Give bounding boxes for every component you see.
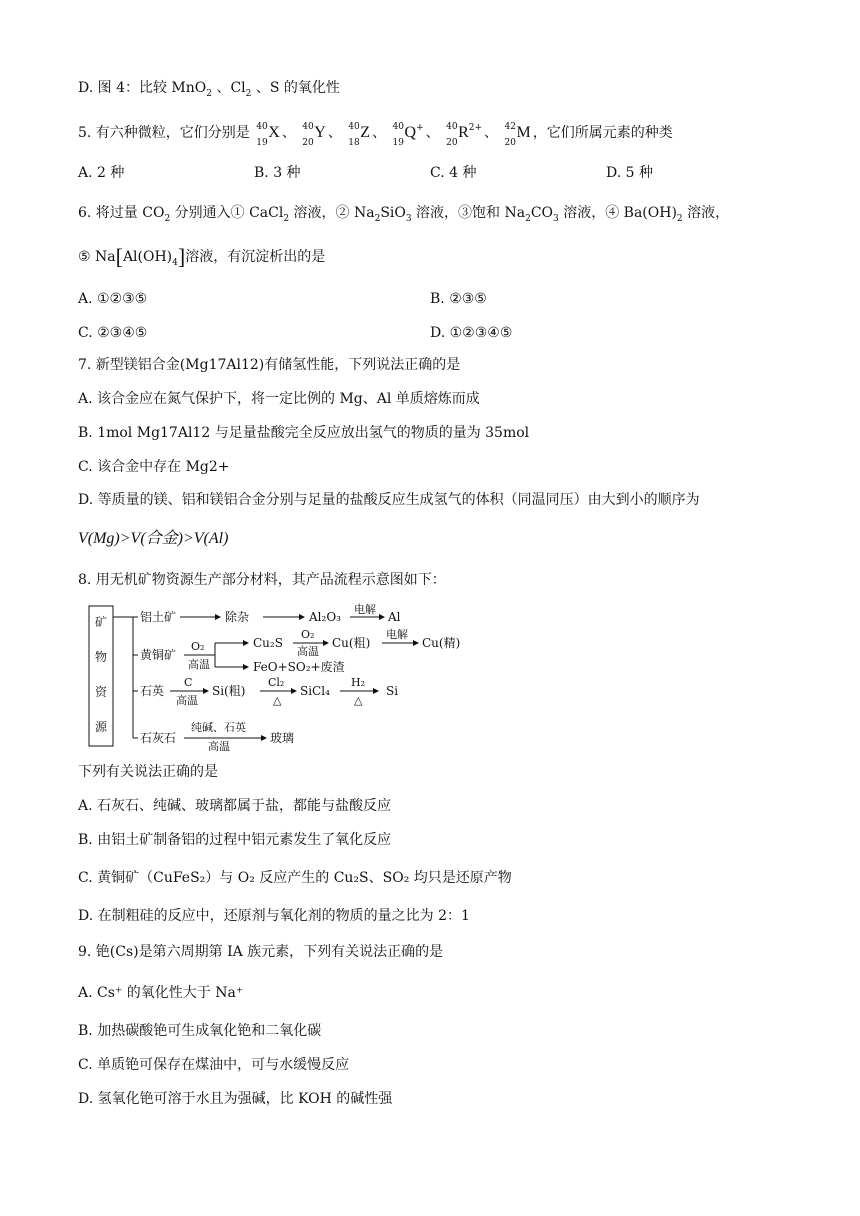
nuclide-x: 40 19 X — [256, 122, 280, 148]
electrolysis-label-2: 电解 — [386, 628, 408, 641]
source-label-1: 矿 — [95, 615, 108, 629]
q7-option-d-order: V(Mg)>V(合金)>V(Al) — [78, 530, 229, 547]
q8-flow-diagram — [88, 603, 480, 751]
high-temp-label-3: 高温 — [176, 694, 198, 707]
q7-stem: 7. 新型镁铝合金(Mg17Al12)有储氢性能，下列说法正确的是 — [78, 357, 461, 373]
q8-option-b: B. 由铝土矿制备铝的过程中铝元素发生了氧化反应 — [78, 832, 392, 848]
source-label-3: 资 — [95, 685, 108, 699]
cl2-label: Cl₂ — [268, 676, 285, 689]
q8-stem: 8. 用无机矿物资源生产部分材料，其产品流程示意图如下： — [78, 572, 446, 588]
limestone-label: 石灰石 — [140, 731, 177, 745]
q7-option-c: C. 该合金中存在 Mg2+ — [78, 459, 230, 475]
q7-option-b: B. 1mol Mg17Al12 与足量盐酸完全反应放出氢气的物质的量为 35mol — [78, 425, 530, 441]
chalcopyrite-label: 黄铜矿 — [140, 648, 177, 662]
refined-cu-label: Cu(精) — [422, 636, 461, 650]
feo-so2-waste-label: FeO+SO₂+废渣 — [253, 660, 345, 674]
q9-option-c: C. 单质铯可保存在煤油中，可与水缓慢反应 — [78, 1057, 350, 1073]
purify-label: 除杂 — [225, 610, 250, 624]
q8-subprompt: 下列有关说法正确的是 — [78, 764, 218, 780]
nuclide-y: 40 20 Y — [302, 122, 326, 148]
q8-option-c: C. 黄铜矿（CuFeS₂）与 O₂ 反应产生的 Cu₂S、SO₂ 均只是还原产物 — [78, 870, 512, 886]
q6-stem: 6. 将过量 $CO_2$ 分别通入① CaCl$_2$ 溶液，② $Na_2SiO_3$ 溶液，③饱和 $Na_2CO_3$ 溶液，④ $Ba(OH)_2$ 溶液， — [78, 205, 730, 224]
heat-label-1: △ — [273, 694, 282, 707]
cu2s-label: Cu₂S — [253, 636, 283, 650]
q8-option-d: D. 在制粗硅的反应中，还原剂与氧化剂的物质的量之比为 2：1 — [78, 908, 470, 924]
heat-label-2: △ — [354, 694, 363, 707]
glass-label: 玻璃 — [270, 731, 295, 745]
q9-option-d: D. 氢氧化铯可溶于水且为强碱，比 KOH 的碱性强 — [78, 1091, 393, 1107]
al-label: Al — [388, 610, 401, 624]
nuclide-r: 40 20 $R^{2+}$ — [446, 122, 483, 148]
o2-label-2: O₂ — [301, 628, 315, 641]
q5-option-b: B. 3 种 — [254, 165, 301, 181]
o2-label-1: O₂ — [191, 640, 205, 653]
carbon-label: C — [184, 676, 193, 689]
q6-stem-line2: ⑤ $Na[Al(OH)_4]$溶液，有沉淀析出的是 — [78, 244, 326, 269]
q7-option-a: A. 该合金应在氮气保护下，将一定比例的 Mg、Al 单质熔炼而成 — [78, 391, 480, 407]
high-temp-label-4: 高温 — [208, 740, 230, 751]
soda-quartz-label: 纯碱、石英 — [191, 721, 246, 734]
source-label-2: 物 — [95, 650, 108, 664]
nuclide-z: 40 18 Z — [348, 122, 371, 148]
high-temp-label-2: 高温 — [297, 645, 319, 658]
q5-option-c: C. 4 种 — [430, 165, 477, 181]
nuclide-q: 40 19 Q+ — [392, 122, 424, 148]
q5-option-d: D. 5 种 — [606, 165, 653, 181]
h2-label: H₂ — [351, 676, 366, 689]
si-label: Si — [386, 684, 399, 698]
source-label-4: 源 — [95, 720, 108, 734]
bauxite-label: 铝土矿 — [140, 610, 177, 624]
q7-option-d: D. 等质量的镁、铝和镁铝合金分别与足量的盐酸反应生成氢气的体积（同温同压）由大到小的顺序为 — [78, 492, 700, 508]
al2o3-label: Al₂O₃ — [309, 610, 341, 624]
q6-option-b: B. ②③⑤ — [430, 291, 487, 307]
quartz-label: 石英 — [140, 684, 165, 698]
crude-si-label: Si(粗) — [212, 684, 246, 698]
crude-cu-label: Cu(粗) — [332, 636, 371, 650]
q9-option-a: A. Cs⁺ 的氧化性大于 Na⁺ — [78, 985, 244, 1001]
sicl4-label: SiCl₄ — [300, 684, 330, 698]
q5-option-a: A. 2 种 — [78, 165, 125, 181]
electrolysis-label-1: 电解 — [354, 603, 376, 616]
nuclide-m: 42 20 M — [504, 122, 531, 148]
q6-option-a: A. ①②③⑤ — [78, 291, 148, 307]
q6-option-d: D. ①②③④⑤ — [430, 325, 513, 341]
q5-stem: 5. 有六种微粒，它们分别是 40 19 X 、 40 20 Y 、 40 18 Z 、 40 19 Q+ 、 40 20 $R^{2+}$ 、 42 20 M ，它们所属元素的种类 — [78, 122, 673, 148]
high-temp-label-1: 高温 — [188, 658, 210, 671]
q9-stem: 9. 铯(Cs)是第六周期第 IA 族元素，下列有关说法正确的是 — [78, 944, 444, 960]
q8-option-a: A. 石灰石、纯碱、玻璃都属于盐，都能与盐酸反应 — [78, 798, 392, 814]
q6-option-c: C. ②③④⑤ — [78, 325, 148, 341]
q9-option-b: B. 加热碳酸铯可生成氧化铯和二氧化碳 — [78, 1023, 322, 1039]
q4-option-d: D. 图 4：比较 MnO$_2$ 、$Cl_2$ 、S 的氧化性 — [78, 80, 340, 99]
